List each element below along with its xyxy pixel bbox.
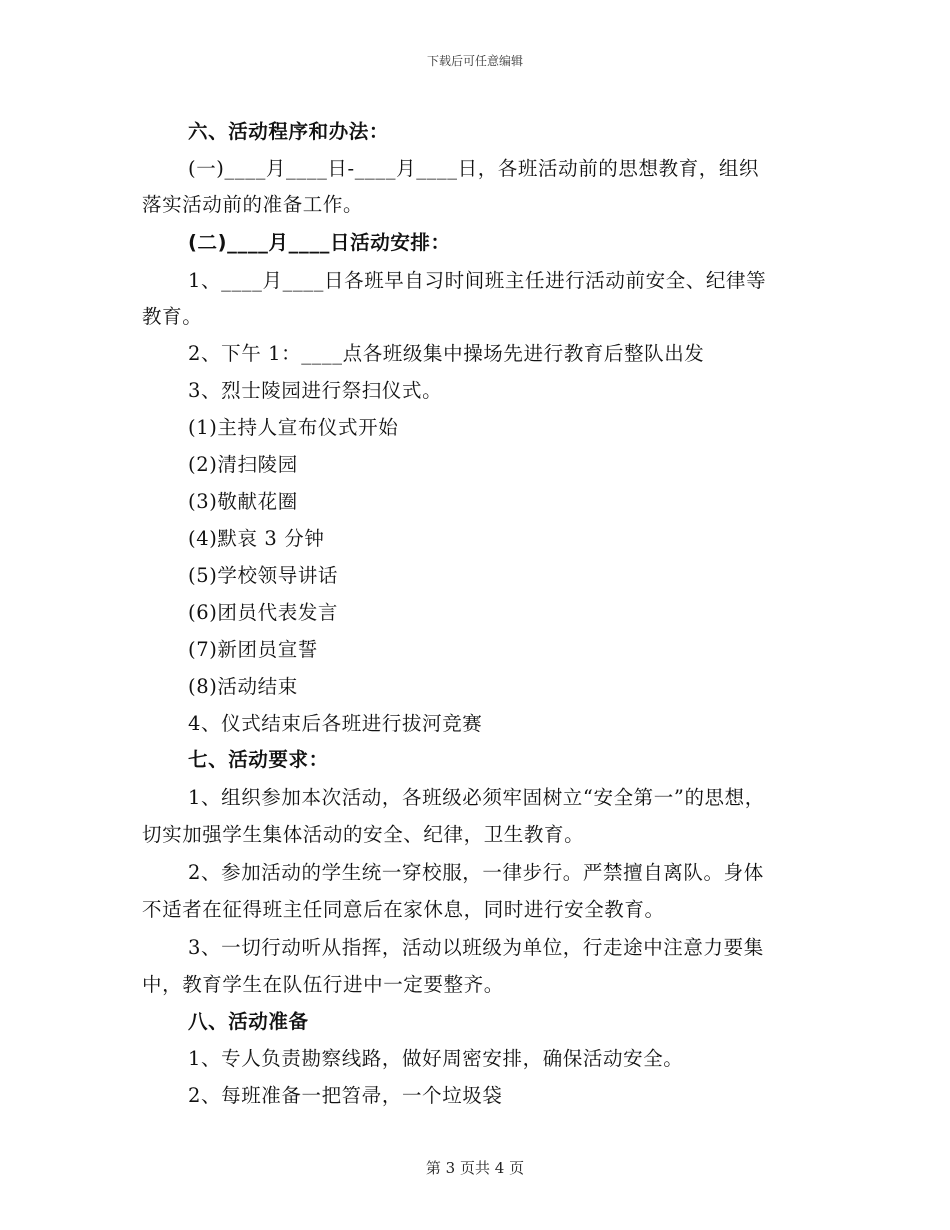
list-item: (7)新团员宣誓 [188, 638, 318, 661]
section-heading-8: 八、活动准备 [188, 1010, 309, 1033]
paragraph-line: 1、专人负责勘察线路，做好周密安排，确保活动安全。 [188, 1047, 684, 1070]
paragraph-line: (一)____月____日-____月____日，各班活动前的思想教育，组织 [188, 157, 760, 180]
paragraph-line: 1、组织参加本次活动，各班级必须牢固树立“安全第一”的思想， [188, 786, 765, 809]
section-heading-6: 六、活动程序和办法： [188, 120, 390, 143]
paragraph-line: 不适者在征得班主任同意后在家休息，同时进行安全教育。 [142, 898, 665, 921]
list-item: (6)团员代表发言 [188, 601, 339, 624]
list-item: (8)活动结束 [188, 675, 298, 698]
paragraph-line: 2、参加活动的学生统一穿校服，一律步行。严禁擅自离队。身体 [188, 861, 764, 884]
page-header: 下载后可任意编辑 [426, 54, 523, 68]
paragraph-line: 4、仪式结束后各班进行拔河竞赛 [188, 712, 483, 735]
paragraph-line: 切实加强学生集体活动的安全、纪律，卫生教育。 [142, 823, 585, 846]
paragraph-line: 中，教育学生在队伍行进中一定要整齐。 [142, 973, 504, 996]
paragraph-line: 落实活动前的准备工作。 [142, 193, 364, 216]
paragraph-line: 3、一切行动听从指挥，活动以班级为单位，行走途中注意力要集 [188, 936, 764, 959]
paragraph-line: 2、每班准备一把笤帚，一个垃圾袋 [188, 1084, 503, 1107]
list-item: (5)学校领导讲话 [188, 564, 339, 587]
subsection-heading: (二)____月____日活动安排： [188, 231, 451, 254]
paragraph-line: 教育。 [142, 305, 203, 328]
list-item: (3)敬献花圈 [188, 490, 298, 513]
paragraph-line: 2、下午 1：____点各班级集中操场先进行教育后整队出发 [188, 342, 705, 365]
page-footer: 第 3 页共 4 页 [425, 1159, 525, 1177]
section-heading-7: 七、活动要求： [188, 748, 329, 771]
paragraph-line: 3、烈士陵园进行祭扫仪式。 [188, 379, 443, 402]
list-item: (2)清扫陵园 [188, 453, 298, 476]
list-item: (1)主持人宣布仪式开始 [188, 416, 399, 439]
paragraph-line: 1、____月____日各班早自习时间班主任进行活动前安全、纪律等 [188, 269, 767, 292]
list-item: (4)默哀 3 分钟 [188, 527, 325, 550]
